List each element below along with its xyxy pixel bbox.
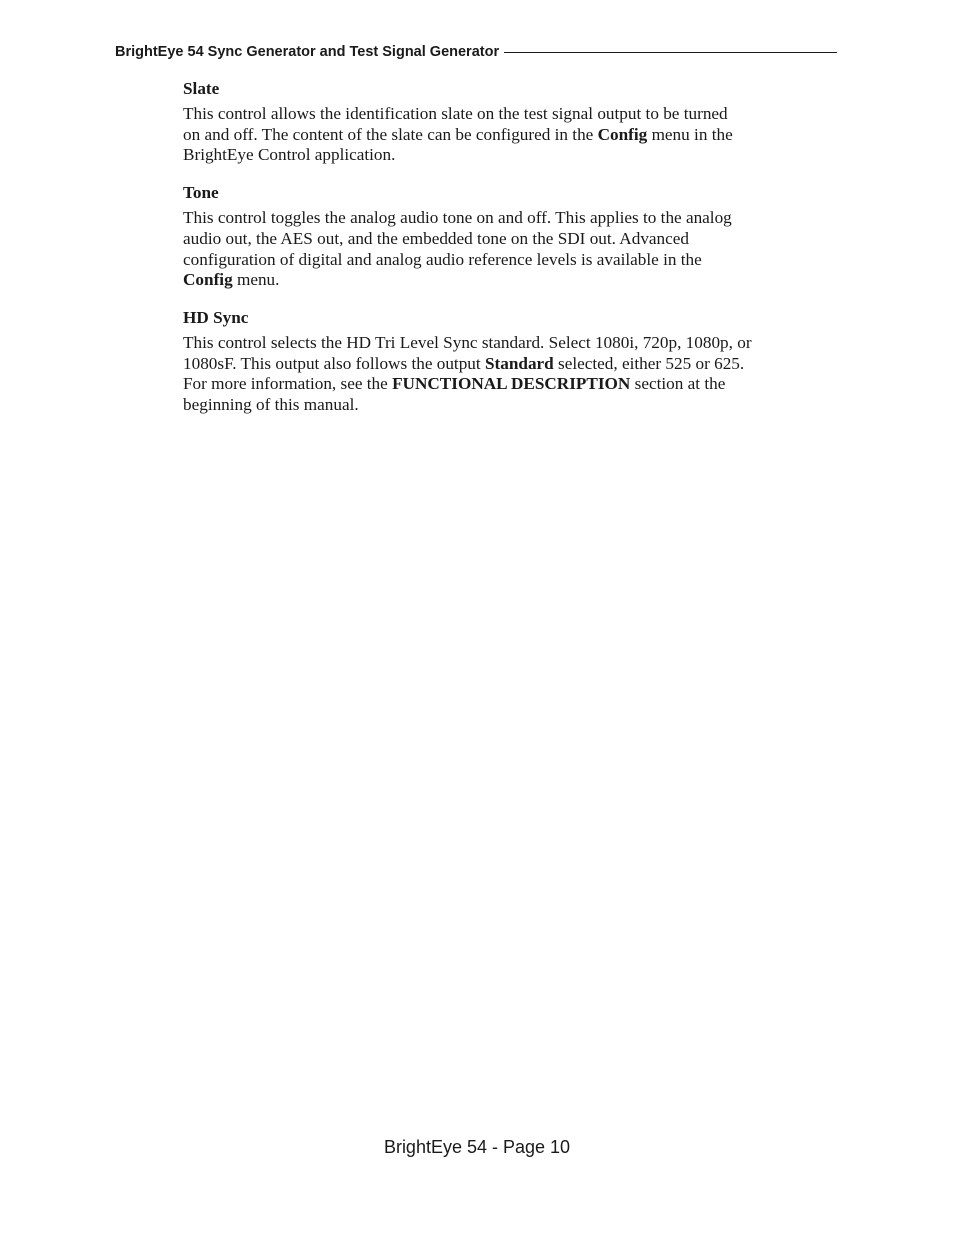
text-run: This control toggles the analog audio tone on and off. This applies to the analog <box>183 208 732 228</box>
bold-term: Config <box>597 124 648 144</box>
section-tone <box>183 182 843 291</box>
header-rule <box>504 52 837 53</box>
paragraph-line <box>183 374 843 395</box>
bold-term: Standard <box>484 353 554 373</box>
paragraph-line <box>183 104 843 125</box>
section-heading: Tone <box>183 183 219 203</box>
paragraph-line <box>183 270 843 291</box>
paragraph-line <box>183 333 843 354</box>
paragraph-line <box>183 145 843 166</box>
section-heading: Slate <box>183 79 220 98</box>
paragraph-line <box>183 250 843 271</box>
text-run: 1080sF. This output also follows the output <box>183 353 485 373</box>
section-paragraph <box>183 333 843 416</box>
section-paragraph <box>183 208 843 291</box>
text-run: on and off. The content of the slate can be configured in the <box>183 124 598 144</box>
text-run: This control selects the HD Tri Level Sync standard. Select 1080i, 720p, 1080p, or <box>183 332 752 352</box>
text-run: This control allows the identification slate on the test signal output to be turned <box>183 104 728 123</box>
paragraph-line <box>183 125 843 146</box>
bold-term: FUNCTIONAL DESCRIPTION <box>392 374 631 394</box>
text-run: BrightEye Control application. <box>183 145 396 165</box>
section-hd-sync <box>183 307 843 416</box>
text-run: audio out, the AES out, and the embedded tone on the SDI out. Advanced <box>183 228 689 248</box>
text-run: beginning of this manual. <box>183 395 359 415</box>
document-title: BrightEye 54 Sync Generator and Test Signal Generator <box>115 44 500 60</box>
paragraph-line <box>183 229 843 250</box>
text-run: section at the <box>630 374 726 394</box>
text-run: For more information, see the <box>183 374 393 394</box>
text-run: menu. <box>232 270 280 290</box>
section-slate <box>183 78 843 166</box>
page-footer <box>0 1135 954 1159</box>
text-run: selected, either 525 or 625. <box>553 353 745 373</box>
section-paragraph <box>183 104 843 166</box>
paragraph-line <box>183 208 843 229</box>
paragraph-line <box>183 395 843 416</box>
page-number: BrightEye 54 - Page 10 <box>383 1137 571 1157</box>
paragraph-line <box>183 354 843 375</box>
running-header <box>115 42 837 62</box>
text-run: configuration of digital and analog audio reference levels is available in the <box>183 249 702 269</box>
bold-term: Config <box>183 270 233 290</box>
section-heading: HD Sync <box>183 307 249 327</box>
document-body <box>183 78 843 432</box>
text-run: menu in the <box>647 124 733 144</box>
